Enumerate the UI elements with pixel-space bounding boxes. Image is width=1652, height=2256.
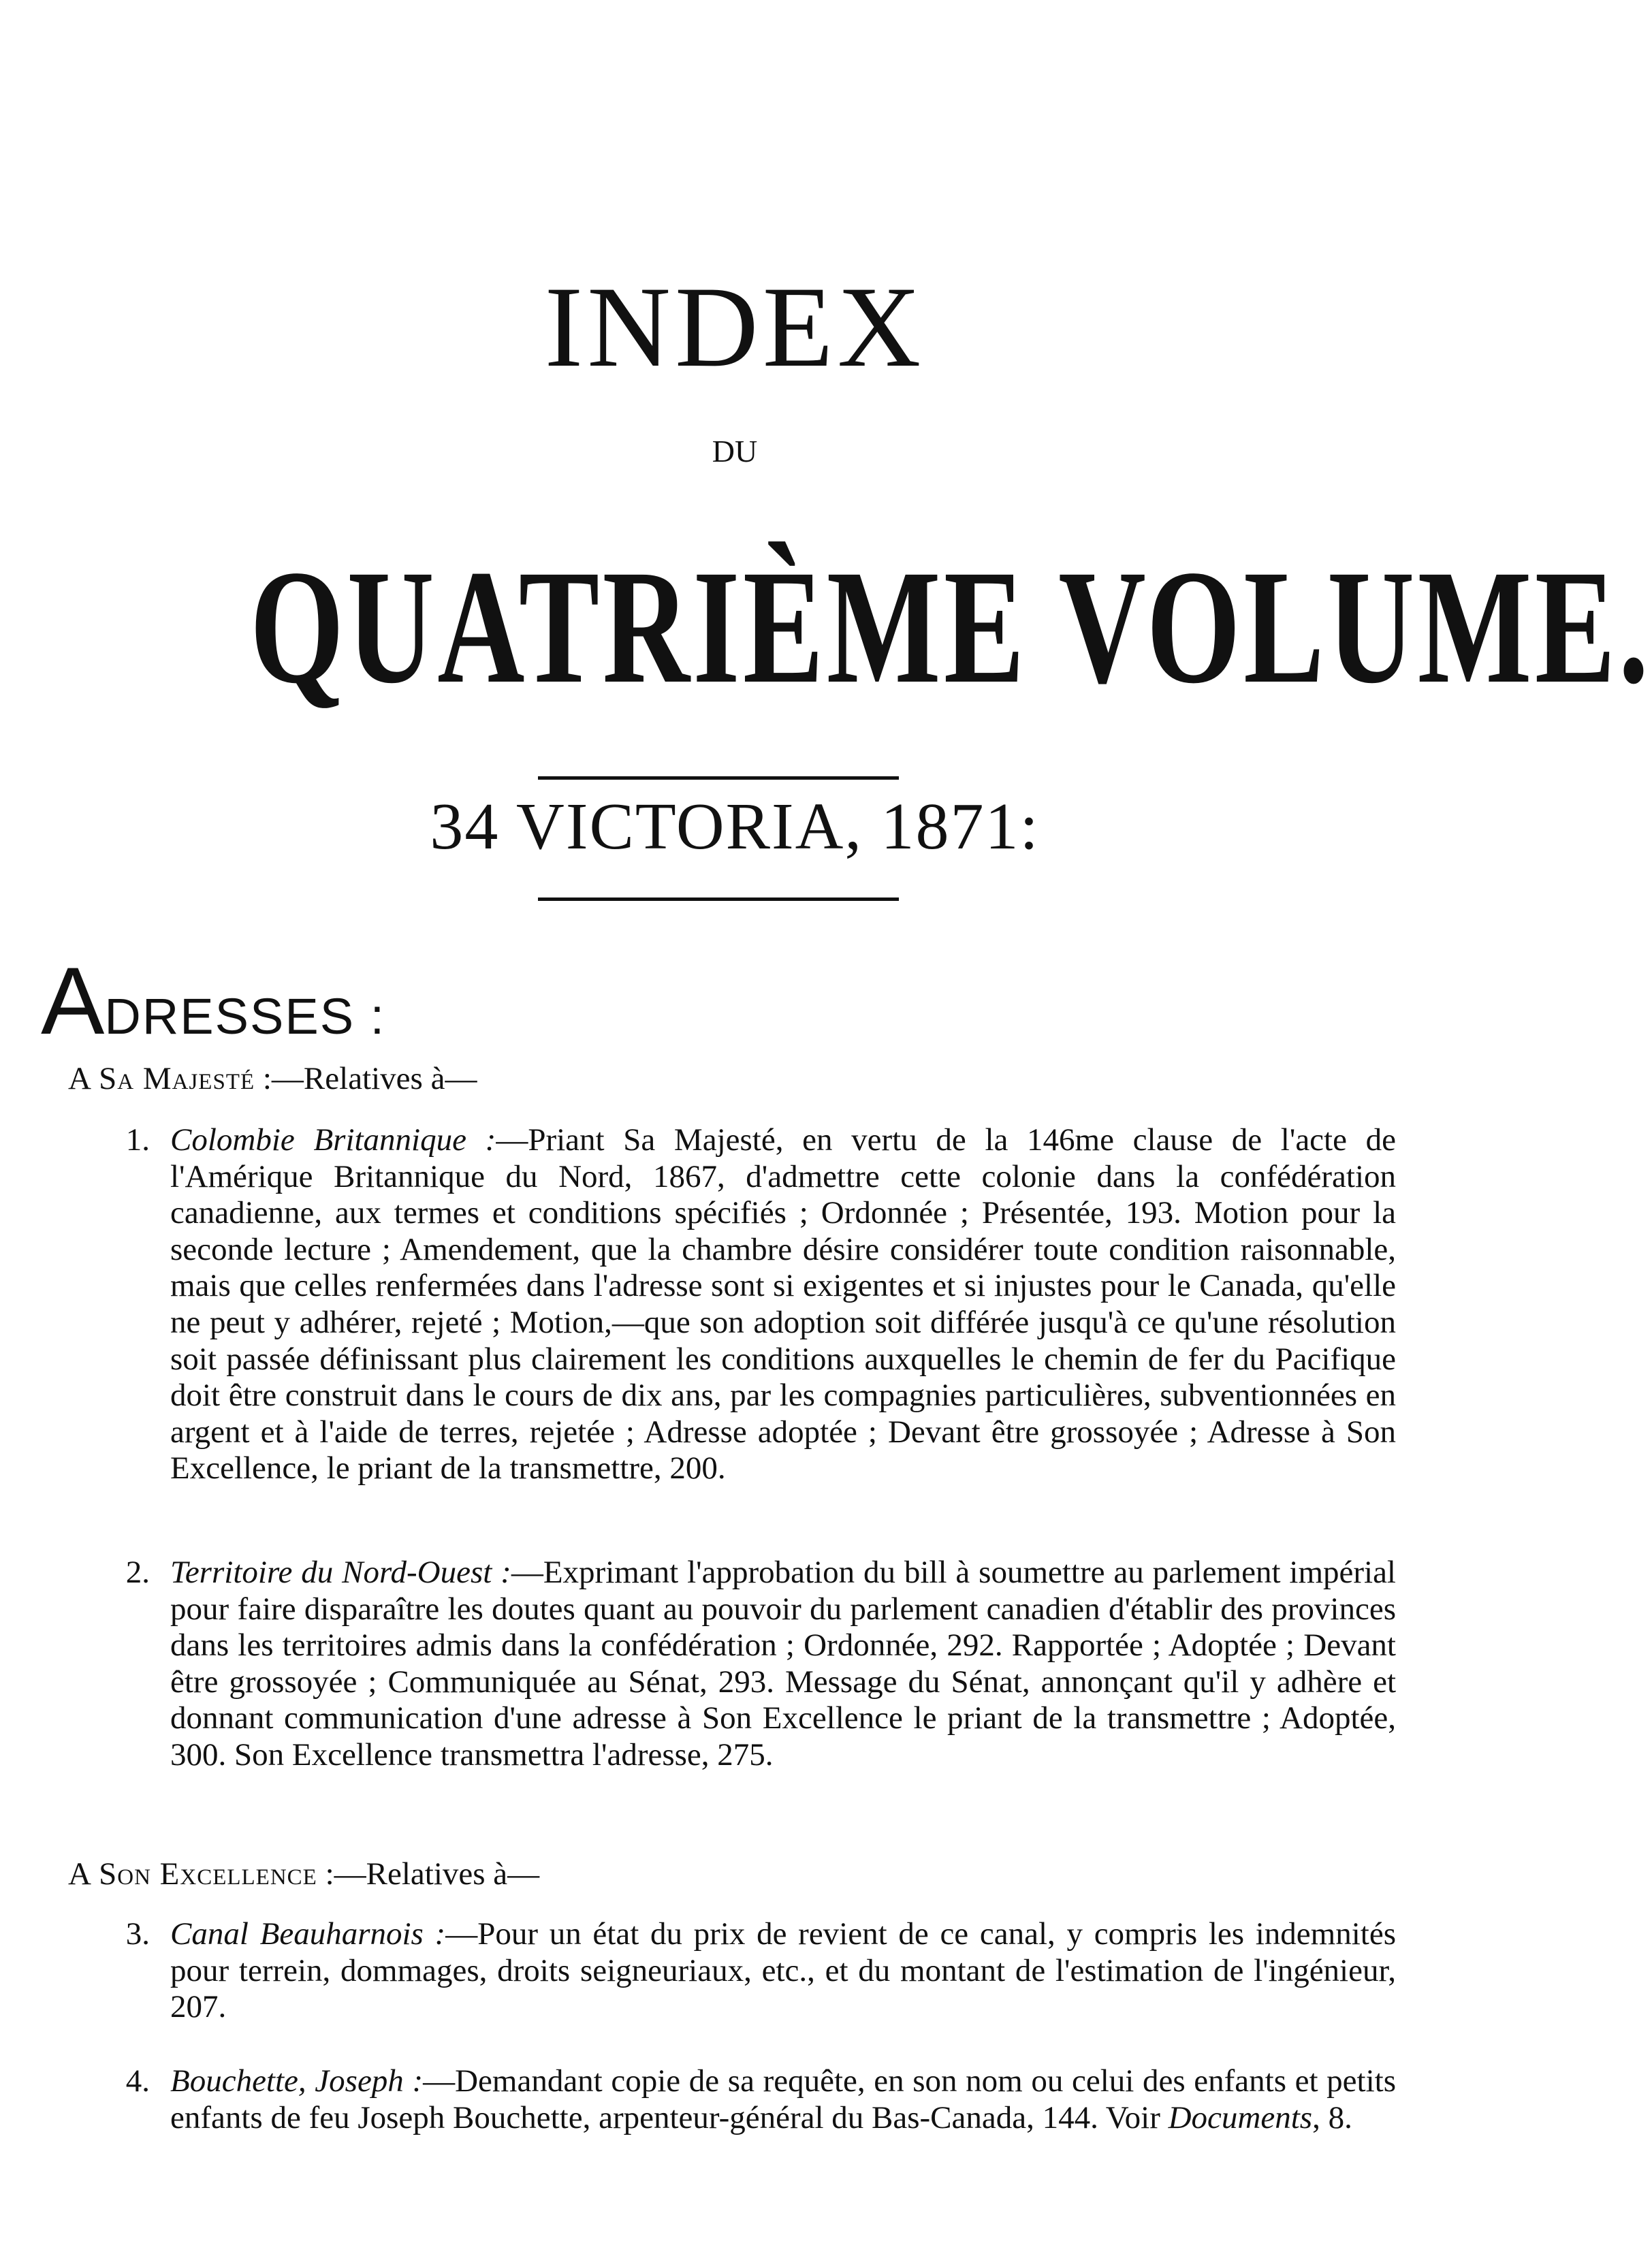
entry-number: 2. xyxy=(125,1555,150,1590)
entry-heading: Colombie Britannique : xyxy=(170,1122,496,1158)
subheading-suffix: :—Relatives à— xyxy=(255,1061,477,1096)
index-title: INDEX xyxy=(544,263,925,391)
volume-title: QUATRIÈME VOLUME. xyxy=(250,536,1652,717)
entry-heading: Bouchette, Joseph : xyxy=(170,2063,424,2099)
entry-text: —Priant Sa Majesté, en vertu de la 146me clause de l'acte de l'Amérique Britannique du Nord, 1867, d'admettre cette colonie dans la confédération canadienne, aux termes et conditions spécifiés ; Ordonnée ; Présentée, 193. Motion pour la seconde lecture ; Amendement, que la chambre désire considérer toute condition raisonnable, mais que celles renfermées dans l'adresse sont si exigentes et si injustes pour le Canada, qu'elle ne peut y adhérer, rejeté ; Motion,—que son adoption soit différée jusqu'à ce qu'une résolution soit passée définissant plus clairement les conditions auxquelles le chemin de fer du Pacifique doit être construit dans le cours de dix ans, par les compagnies particulières, subventionnées en argent et à l'aide de terres, rejetée ; Adresse adoptée ; Devant être grossoyée ; Adresse à Son Excellence, le priant de la transmettre, 200. xyxy=(170,1122,1396,1487)
index-entry xyxy=(125,2063,1396,2136)
subheading-prefix: A Sa Majesté xyxy=(68,1061,255,1096)
subheading-son-excellence xyxy=(68,1856,539,1892)
index-entry xyxy=(125,1555,1396,1774)
divider-rule-bottom xyxy=(538,897,899,901)
entry-number: 1. xyxy=(125,1122,150,1158)
section-heading-adresses xyxy=(41,947,386,1054)
subheading-sa-majeste xyxy=(68,1061,477,1097)
index-entry xyxy=(125,1916,1396,2026)
entry-number: 3. xyxy=(125,1916,150,1952)
entry-text: —Pour un état du prix de revient de ce canal, y compris les indemnités pour terrein, dommages, droits seigneuriaux, etc., et du montant de l'estimation de l'ingénieur, 207. xyxy=(170,1916,1396,2025)
title-connector: DU xyxy=(712,434,758,468)
entry-heading: Canal Beauharnois : xyxy=(170,1916,446,1952)
divider-rule-top xyxy=(538,776,899,780)
entry-tail: , 8. xyxy=(1312,2099,1352,2135)
section-heading-initial: A xyxy=(41,947,105,1054)
session-subtitle: 34 VICTORIA, 1871: xyxy=(430,790,1040,863)
subheading-prefix: A Son Excellence xyxy=(68,1856,317,1892)
index-entry xyxy=(125,1122,1396,1487)
entry-cross-reference: Documents xyxy=(1168,2099,1313,2135)
entry-heading: Territoire du Nord-Ouest : xyxy=(170,1555,511,1590)
subheading-suffix: :—Relatives à— xyxy=(317,1856,540,1892)
entry-text: —Exprimant l'approbation du bill à soumettre au parlement impérial pour faire disparaître les doutes quant au pouvoir du parlement canadien d'établir des provinces dans les territoires admis dans la confédération ; Ordonnée, 292. Rapportée ; Adoptée ; Devant être grossoyée ; Communiquée au Sénat, 293. Message du Sénat, annonçant qu'il y adhère et donnant communication d'une adresse à Son Excellence le priant de la transmettre ; Adoptée, 300. Son Excellence transmettra l'adresse, 275. xyxy=(170,1555,1396,1773)
entry-text: —Demandant copie de sa requête, en son nom ou celui des enfants et petits enfants de feu Joseph Bouchette, arpenteur-général du Bas-Canada, 144. Voir xyxy=(170,2063,1396,2135)
section-heading-rest: DRESSES : xyxy=(104,988,386,1045)
entry-number: 4. xyxy=(125,2063,150,2099)
